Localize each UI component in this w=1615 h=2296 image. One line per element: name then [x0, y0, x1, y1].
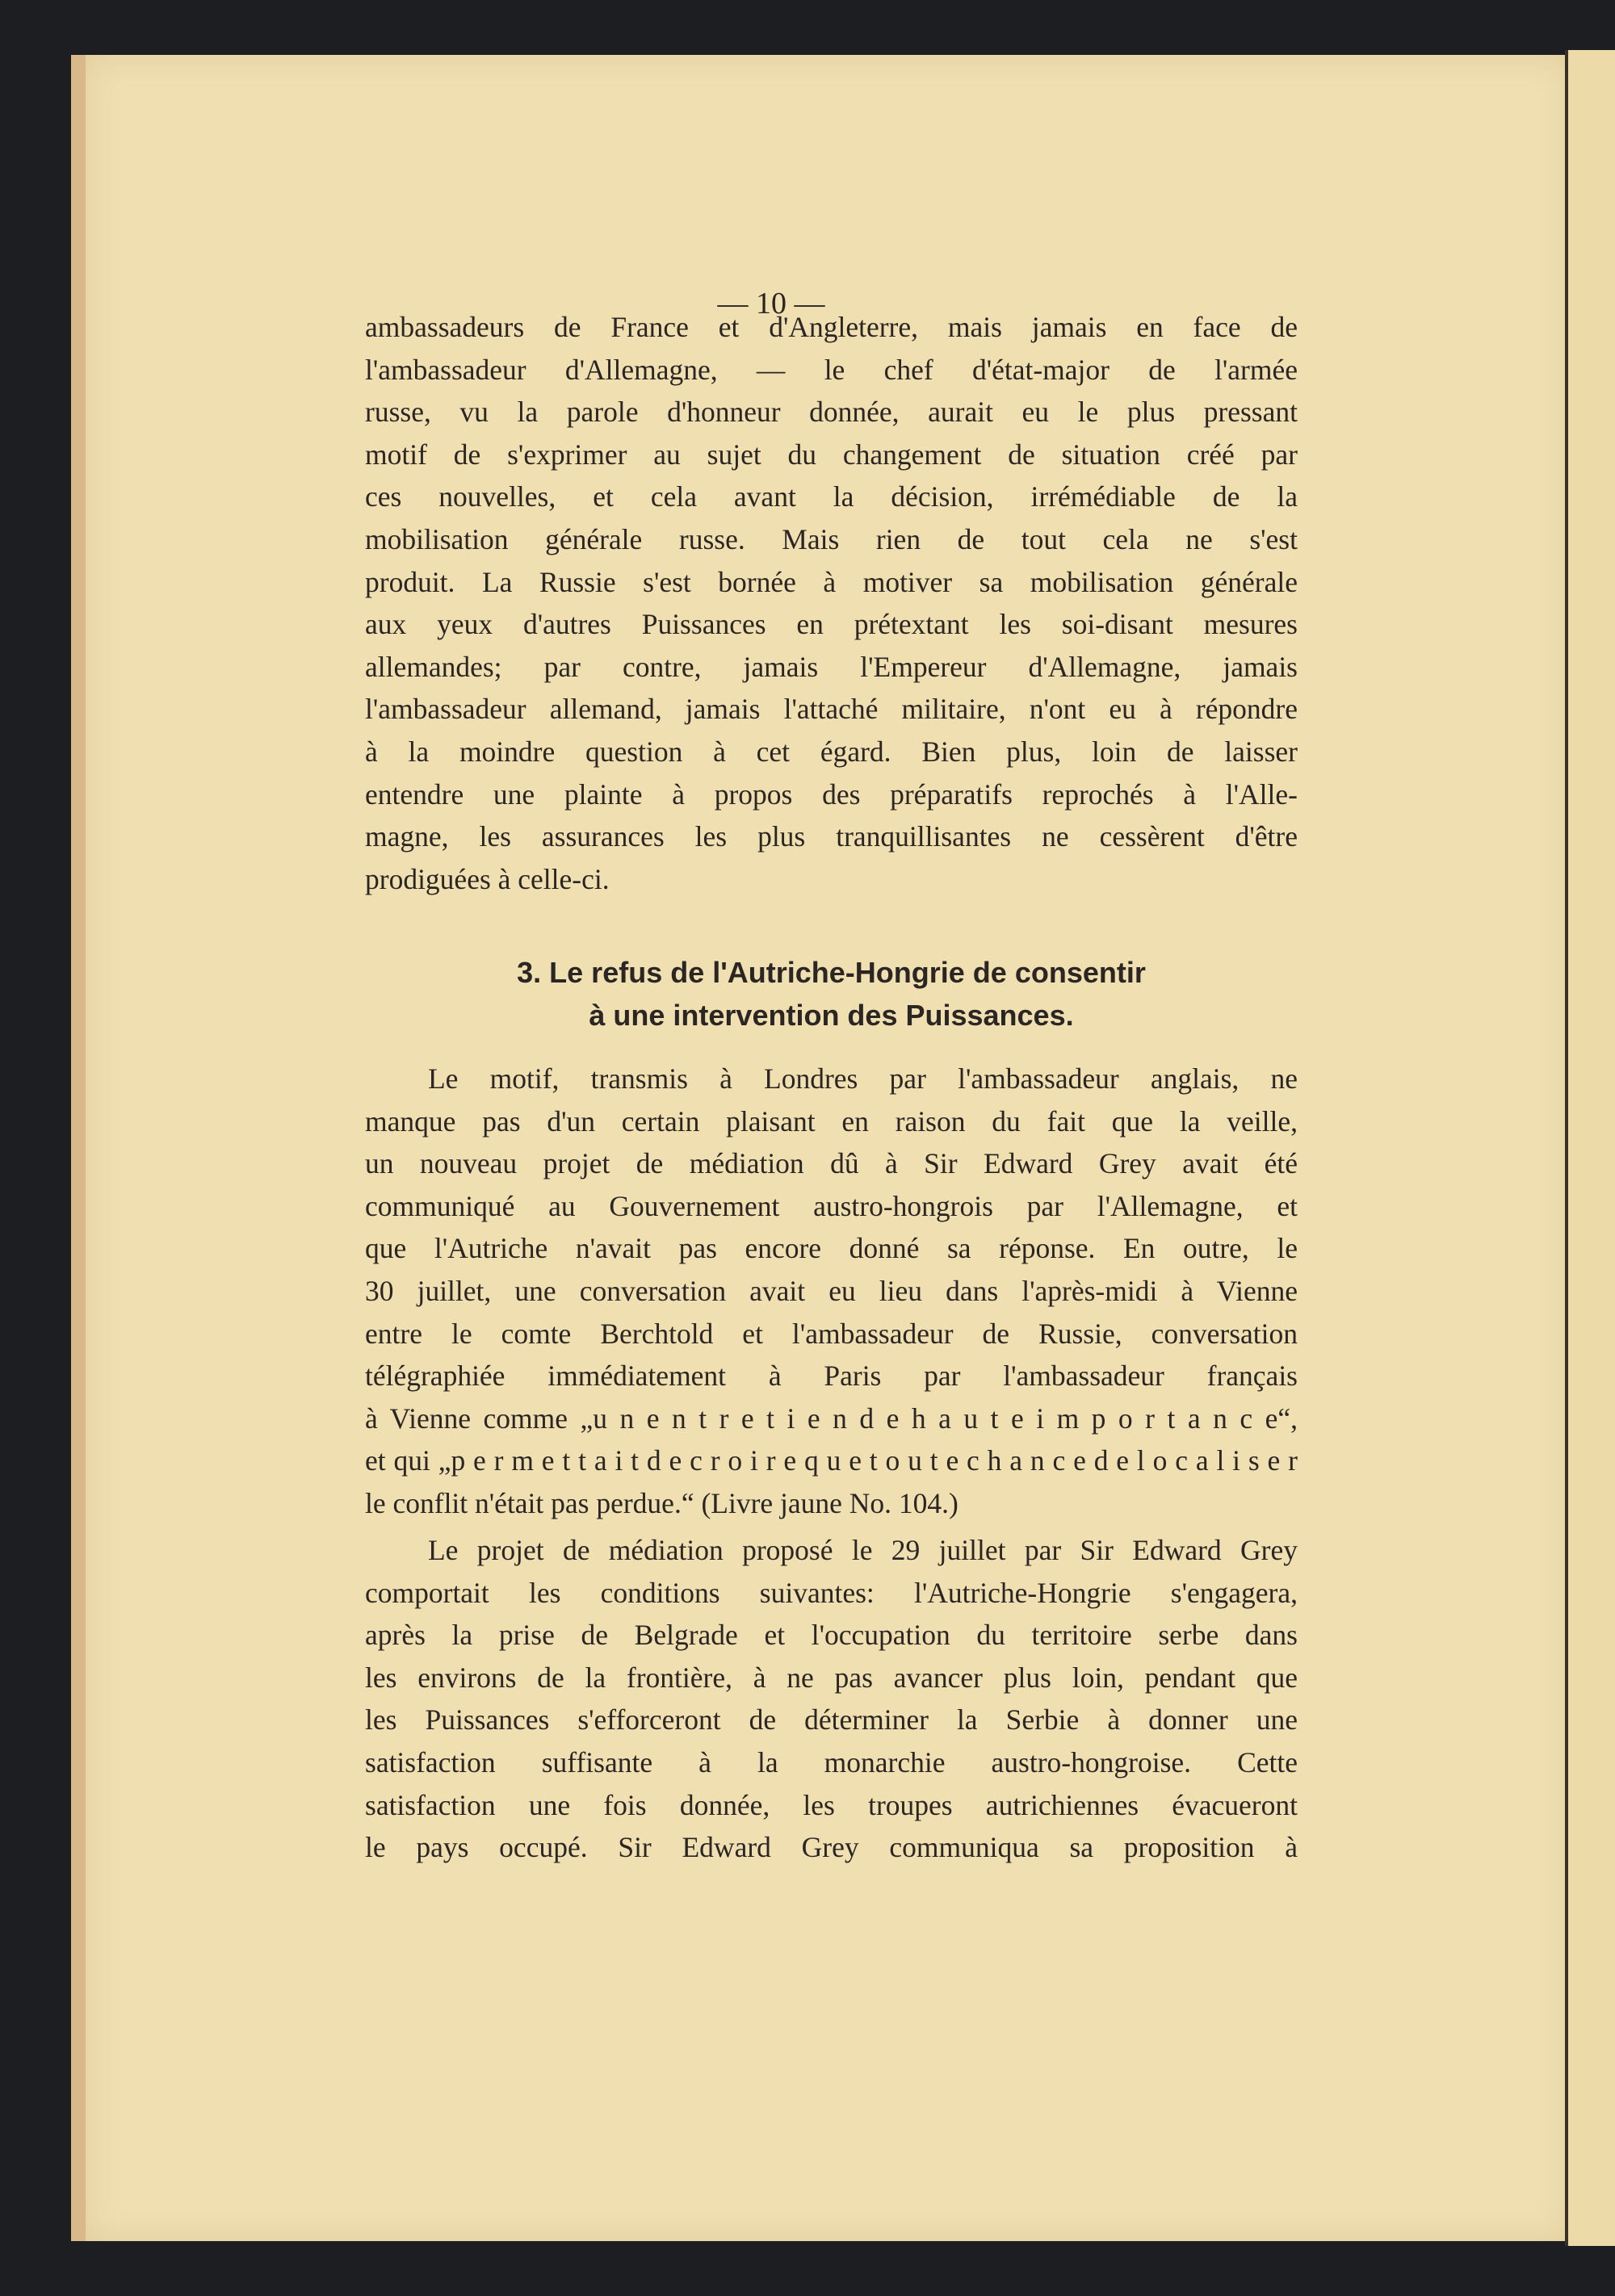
paragraph-2 [365, 1058, 1298, 1525]
text-line: satisfaction une fois donnée, les troupes autrichiennes évacueront [365, 1788, 1298, 1821]
text-line: Le projet de médiation proposé le 29 juillet par Sir Edward Grey [428, 1534, 1298, 1566]
text-line: ces nouvelles, et cela avant la décision, irrémédiable de la [365, 480, 1298, 513]
text-line: et qui „p e r m e t t a i t d e c r o i r e q u e t o u t e c h a n c e d e l o c a l i s e r [365, 1444, 1298, 1477]
text-line: ambassadeurs de France et d'Angleterre, mais jamais en face de [365, 311, 1298, 343]
text-line: mobilisation générale russe. Mais rien de tout cela ne s'est [365, 522, 1298, 555]
text-line: entre le comte Berchtold et l'ambassadeur de Russie, conversation [365, 1317, 1298, 1350]
text-line: communiqué au Gouvernement austro-hongrois par l'Allemagne, et [365, 1189, 1298, 1222]
section-heading [365, 951, 1298, 1037]
section-heading-line-2: à une intervention des Puissances. [589, 999, 1074, 1032]
text-line: produit. La Russie s'est bornée à motiver sa mobilisation générale [365, 565, 1298, 598]
paragraph-3 [365, 1529, 1298, 1869]
paragraph-1 [365, 306, 1298, 900]
text-line: motif de s'exprimer au sujet du changement de situation créé par [365, 438, 1298, 471]
text-line: manque pas d'un certain plaisant en raison du fait que la veille, [365, 1104, 1298, 1138]
facing-page-edge [1565, 50, 1615, 2246]
text-line: un nouveau projet de médiation dû à Sir Edward Grey avait été [365, 1147, 1298, 1180]
text-line: magne, les assurances les plus tranquillisantes ne cessèrent d'être [365, 820, 1298, 853]
text-line: Le motif, transmis à Londres par l'ambassadeur anglais, ne [428, 1062, 1298, 1095]
text-line: après la prise de Belgrade et l'occupation du territoire serbe dans [365, 1619, 1298, 1652]
text-line: les Puissances s'efforceront de déterminer la Serbie à donner une [365, 1703, 1298, 1737]
text-line: à la moindre question à cet égard. Bien plus, loin de laisser [365, 735, 1298, 768]
text-line: 30 juillet, une conversation avait eu lieu dans l'après-midi à Vienne [365, 1274, 1298, 1307]
text-line: le conflit n'était pas perdue.“ (Livre jaune No. 104.) [365, 1486, 959, 1519]
text-line: télégraphiée immédiatement à Paris par l'ambassadeur français [365, 1360, 1298, 1393]
section-heading-line-1: 3. Le refus de l'Autriche-Hongrie de consentir [517, 956, 1146, 989]
text-line: russe, vu la parole d'honneur donnée, aurait eu le plus pressant [365, 396, 1298, 429]
text-line: satisfaction suffisante à la monarchie austro-hongroise. Cette [365, 1745, 1298, 1779]
text-line: allemandes; par contre, jamais l'Empereur d'Allemagne, jamais [365, 650, 1298, 683]
text-line: à Vienne comme „u n e n t r e t i e n d e h a u t e i m p o r t a n c e“, [365, 1401, 1298, 1435]
text-line: aux yeux d'autres Puissances en prétextant les soi-disant mesures [365, 608, 1298, 641]
text-line: comportait les conditions suivantes: l'Autriche-Hongrie s'engagera, [365, 1576, 1298, 1609]
text-line: que l'Autriche n'avait pas encore donné sa réponse. En outre, le [365, 1232, 1298, 1265]
text-line: l'ambassadeur d'Allemagne, — le chef d'état-major de l'armée [365, 353, 1298, 386]
text-line: prodiguées à celle-ci. [365, 862, 610, 895]
page-number: — 10 — [717, 287, 825, 321]
text-line: entendre une plainte à propos des préparatifs reprochés à l'Alle- [365, 777, 1298, 811]
text-line: l'ambassadeur allemand, jamais l'attaché militaire, n'ont eu à répondre [365, 693, 1298, 726]
text-line: le pays occupé. Sir Edward Grey communiqua sa proposition à [365, 1831, 1298, 1864]
text-line: les environs de la frontière, à ne pas avancer plus loin, pendant que [365, 1661, 1298, 1694]
